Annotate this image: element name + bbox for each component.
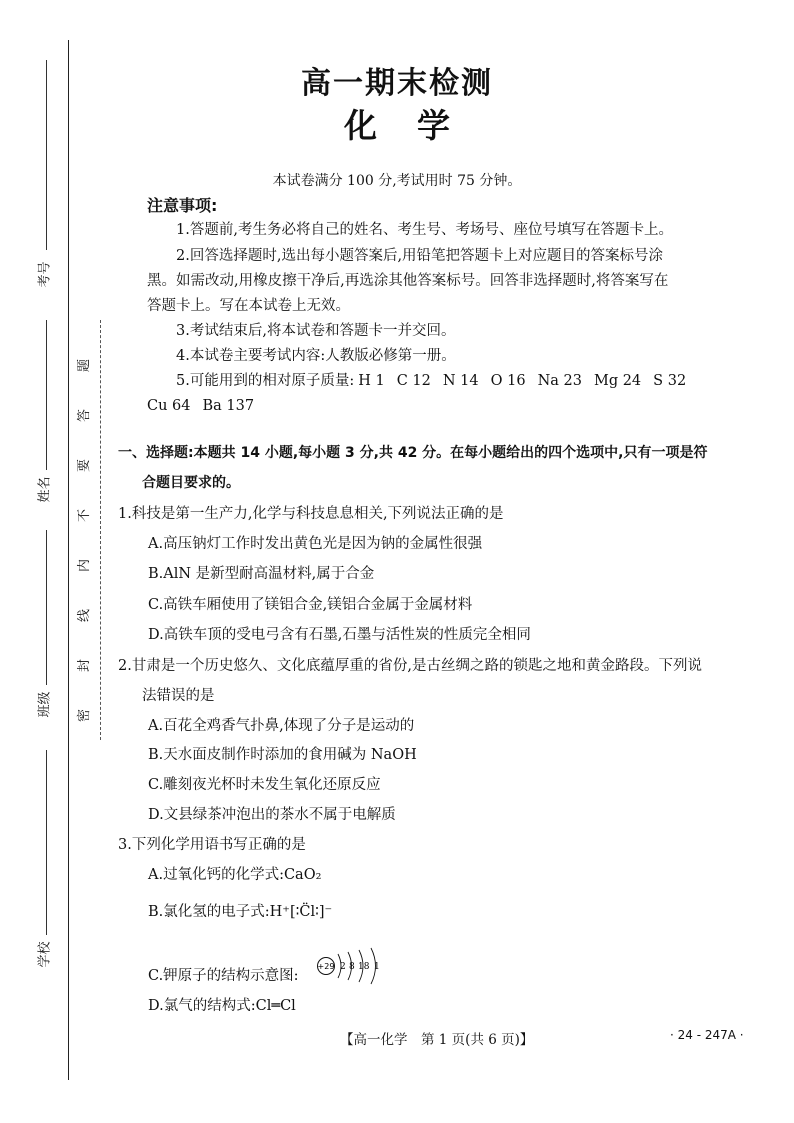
page-footer: 【高一化学 第 1 页(共 6 页)】 (340, 1032, 534, 1048)
option: D.高铁车顶的受电弓含有石墨,石墨与活性炭的性质完全相同 (148, 627, 531, 643)
class-field[interactable] (46, 530, 47, 685)
option: A.高压钠灯工作时发出黄色光是因为钠的金属性很强 (148, 536, 483, 552)
atom-structure-diagram (316, 946, 386, 986)
exam-meta: 本试卷满分 100 分,考试用时 75 分钟。 (272, 173, 522, 189)
atomic-mass-entry: C 12 (396, 373, 431, 389)
note-item: 4.本试卷主要考试内容:人教版必修第一册。 (176, 348, 456, 364)
atomic-mass-entry: N 14 (442, 373, 479, 389)
question-stem: 3.下列化学用语书写正确的是 (118, 837, 306, 853)
atomic-mass-entry: Mg 24 (593, 373, 642, 389)
option: C.高铁车厢使用了镁铝合金,镁铝合金属于金属材料 (148, 597, 473, 613)
exam-title: 高一期末检测 (301, 66, 493, 101)
seal-char: 内 (77, 558, 93, 573)
class-label: 班级 (37, 691, 53, 718)
seal-char: 答 (77, 408, 93, 423)
seal-char: 封 (77, 658, 93, 673)
exam-subject: 化学 (344, 106, 490, 145)
option: A.百花全鸡香气扑鼻,体现了分子是运动的 (148, 718, 415, 734)
school-field[interactable] (46, 750, 47, 935)
shell-electrons: 1 (374, 962, 380, 972)
atomic-mass-entry: Cu 64 (147, 398, 191, 414)
binding-line-outer (68, 40, 69, 1080)
nucleus-charge: +29 (317, 962, 335, 971)
section-heading: 合题目要求的。 (142, 475, 240, 491)
note-item: 2.回答选择题时,选出每小题答案后,用铅笔把答题卡上对应题目的答案标号涂 (176, 248, 664, 264)
question-stem: 2.甘肃是一个历史悠久、文化底蕴厚重的省份,是古丝绸之路的锁匙之地和黄金路段。下列说 (118, 658, 702, 674)
note-item: 3.考试结束后,将本试卷和答题卡一并交回。 (176, 323, 456, 339)
question-stem: 法错误的是 (142, 688, 215, 704)
atomic-mass-line (147, 397, 266, 415)
question-stem: 1.科技是第一生产力,化学与科技息息相关,下列说法正确的是 (118, 506, 504, 522)
atomic-mass-entry: S 32 (653, 373, 687, 389)
shell-electrons: 2 (340, 962, 346, 972)
binding-line-inner (100, 320, 101, 740)
seal-char: 要 (77, 458, 93, 473)
school-label: 学校 (37, 941, 53, 968)
seal-char: 密 (77, 708, 93, 723)
atomic-mass-prefix: 5.可能用到的相对原子质量: (176, 373, 355, 389)
paper-code: · 24 - 247A · (670, 1028, 744, 1042)
note-item: 黑。如需改动,用橡皮擦干净后,再选涂其他答案标号。回答非选择题时,将答案写在 (147, 273, 669, 289)
option: B.AlN 是新型耐高温材料,属于合金 (148, 566, 375, 582)
option: A.过氧化钙的化学式:CaO₂ (148, 867, 322, 883)
option: C.钾原子的结构示意图: (148, 968, 299, 984)
notes-title: 注意事项: (147, 196, 218, 215)
atomic-mass-entry: Ba 137 (202, 398, 255, 414)
note-item: 1.答题前,考生务必将自己的姓名、考生号、考场号、座位号填写在答题卡上。 (176, 222, 673, 238)
atomic-mass-line (176, 372, 698, 390)
name-label: 姓名 (37, 476, 53, 503)
option: D.氯气的结构式:Cl═Cl (148, 998, 296, 1014)
name-field[interactable] (46, 320, 47, 470)
seal-char: 题 (77, 358, 93, 373)
option: B.氯化氢的电子式:H⁺[∶C̈l∶]⁻ (148, 904, 333, 920)
option: B.天水面皮制作时添加的食用碱为 NaOH (148, 747, 417, 763)
seal-char: 线 (77, 608, 93, 623)
atomic-mass-entry: H 1 (358, 373, 385, 389)
section-heading: 一、选择题:本题共 14 小题,每小题 3 分,共 42 分。在每小题给出的四个选项中,只有一项是符 (118, 445, 708, 461)
atomic-mass-entry: O 16 (490, 373, 526, 389)
shell-electrons: 8 (349, 962, 355, 972)
shell-electrons: 18 (358, 962, 370, 972)
option: D.文县绿茶冲泡出的茶水不属于电解质 (148, 807, 396, 823)
exam-no-label: 考号 (37, 261, 53, 288)
option: C.雕刻夜光杯时未发生氧化还原反应 (148, 777, 381, 793)
seal-char: 不 (77, 508, 93, 523)
note-item: 答题卡上。写在本试卷上无效。 (147, 298, 350, 314)
atomic-mass-entry: Na 23 (537, 373, 582, 389)
